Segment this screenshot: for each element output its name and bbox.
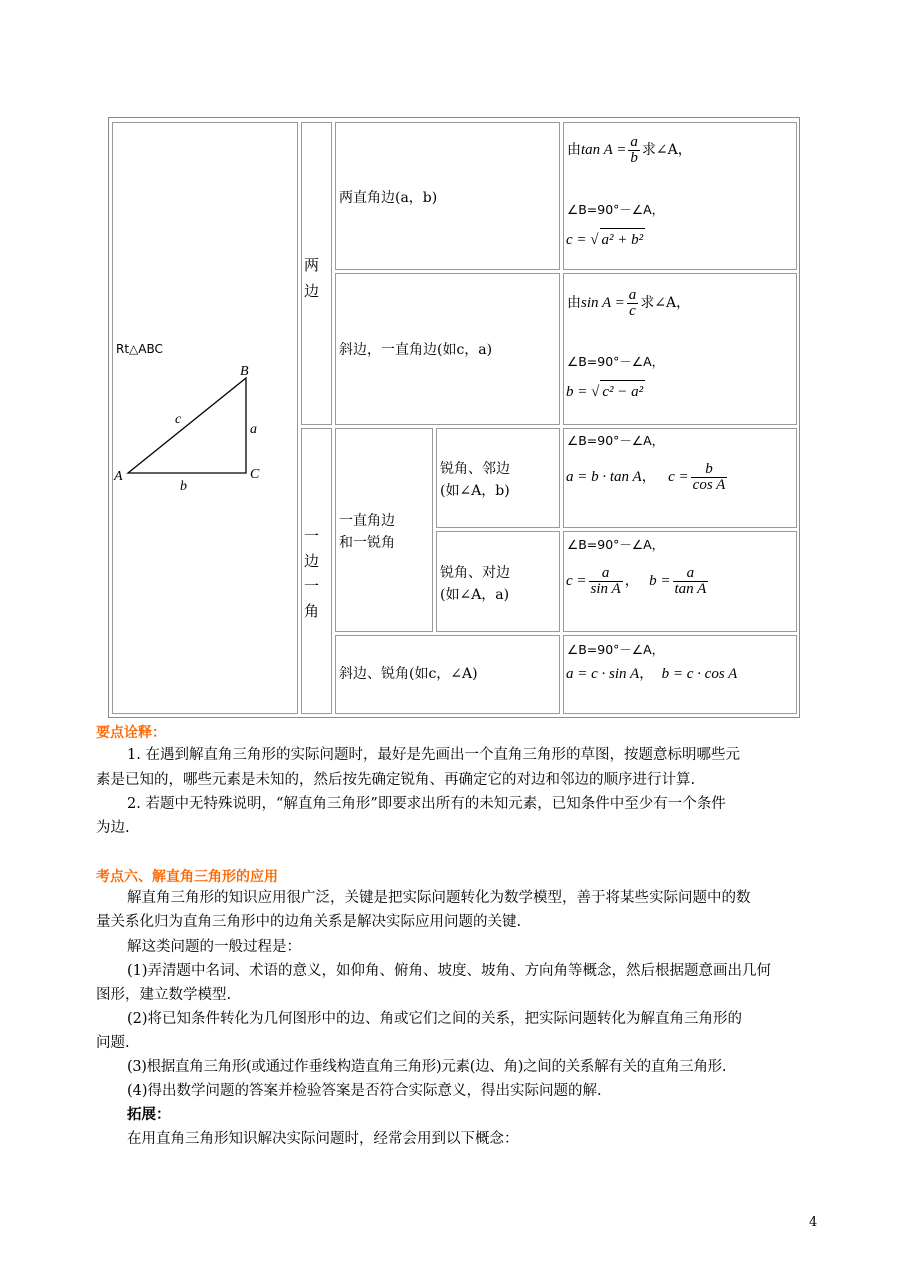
section6-step2-line1: (2)将已知条件转化为几何图形中的边、角或它们之间的关系，把实际问题转化为解直角三角形的 [127,1011,743,1027]
condition-legs: 两直角边(a，b) [339,190,438,206]
side-a-label: a [250,422,257,437]
notes-p2-line2: 为边. [96,820,130,836]
side-b-label: b [180,479,187,490]
formula-hyp-acute-2: a = c · sin A， b = c · cos A [566,666,738,682]
triangle-shape [128,378,246,473]
section6-step1-line1: (1)弄清题中名词、术语的意义，如仰角、俯角、坡度、坡角、方向角等概念，然后根据题意画出几何 [127,963,772,979]
vertex-a-label: A [114,469,123,484]
formula-legs-2: ∠B=90°－∠A， [567,202,665,217]
formula-acute-adj-1: ∠B=90°－∠A， [567,433,665,448]
condition-acute-opp: 锐角、对边 (如∠A，a) [440,565,510,603]
page-number: 4 [809,1215,818,1230]
formula-acute-opp-1: ∠B=90°－∠A， [567,537,665,552]
notes-p1-line2: 素是已知的，哪些元素是未知的，然后按先确定锐角、再确定它的对边和邻边的顺序进行计算. [96,772,696,788]
section6-intro-line1: 解直角三角形的知识应用很广泛，关键是把实际问题转化为数学模型，善于将某些实际问题中的数 [127,890,751,906]
vertex-c-label: C [250,467,260,482]
section6-intro-line2: 量关系化归为直角三角形中的边角关系是解决实际应用问题的关键. [96,914,522,930]
formula-hyp-leg-1: 由sin A = $\frac{a}{c}$ 求∠A， [567,286,691,319]
section6-step3: (3)根据直角三角形(或通过作垂线构造直角三角形)元素(边、角)之间的关系解有关的直角三角形. [127,1059,727,1075]
section6-heading: 考点六、解直角三角形的应用 [96,869,278,885]
formula-acute-adj-2: a = b · tan A， c = $\frac{b}{\text{cos A}}$ [566,460,726,493]
section6-step4: (4)得出数学问题的答案并检验答案是否符合实际意义，得出实际问题的解. [127,1083,602,1099]
section6-extend-text: 在用直角三角形知识解决实际问题时，经常会用到以下概念： [127,1131,519,1147]
triangle-label: Rt△ABC [116,342,163,356]
condition-hyp-leg: 斜边，一直角边(如c，a) [339,342,493,358]
notes-p2-line1: 2. 若题中无特殊说明，“解直角三角形”即要求出所有的未知元素，已知条件中至少有一个条件 [127,796,726,812]
section6-extend-title: 拓展： [127,1106,171,1123]
notes-heading: 要点诠释： [96,725,166,741]
notes-p1-line1: 1. 在遇到解直角三角形的实际问题时，最好是先画出一个直角三角形的草图，按题意标明哪些元 [127,747,740,763]
formula-legs-3: c = √ a² + b² [566,228,645,251]
group-label-side-angle: 一 边 一 角 [304,527,320,620]
formula-legs-1: 由tan A = $\frac{a}{b}$ 求∠A， [567,133,692,166]
condition-hyp-acute: 斜边、锐角(如c，∠A) [339,666,478,682]
formula-hyp-leg-2: ∠B=90°－∠A， [567,354,665,369]
section6-step1-line2: 图形，建立数学模型. [96,987,232,1003]
section6-step2-line2: 问题. [96,1035,130,1051]
section6-process-title: 解这类问题的一般过程是： [127,939,301,955]
formula-acute-opp-2: c = $\frac{a}{\text{sin A}}$ ， b = $\frac{a}{\text{tan A}}$ [566,564,707,597]
condition-acute-adj: 锐角、邻边 (如∠A，b) [440,461,510,499]
formula-hyp-leg-3: b = √ c² − a² [566,380,645,403]
vertex-b-label: B [240,364,249,379]
formula-hyp-acute-1: ∠B=90°－∠A， [567,642,665,657]
side-c-label: c [175,412,182,427]
right-triangle-figure [110,360,280,490]
condition-leg-acute: 一直角边 和一锐角 [339,513,395,551]
group-label-two-sides: 两 边 [304,256,320,300]
